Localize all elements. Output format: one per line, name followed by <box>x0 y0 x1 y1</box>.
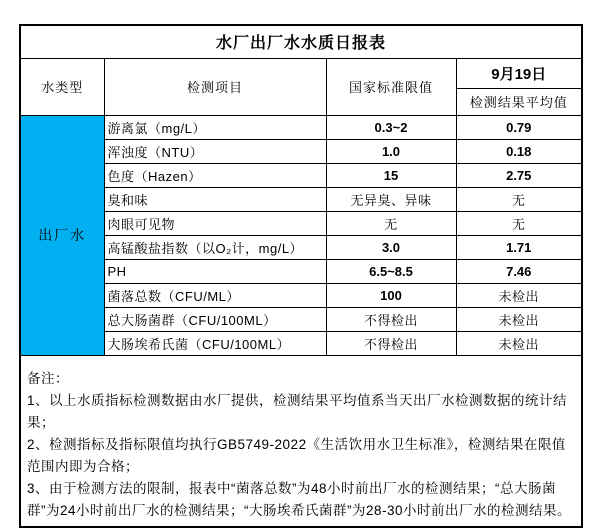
limit-cell: 不得检出 <box>326 331 456 355</box>
table-row <box>20 139 582 163</box>
limit-cell: 100 <box>326 283 456 307</box>
result-cell: 未检出 <box>456 331 582 355</box>
table-row <box>20 259 582 283</box>
result-cell: 未检出 <box>456 283 582 307</box>
item-cell: 高锰酸盐指数（以O₂计，mg/L） <box>104 235 326 259</box>
result-cell: 1.71 <box>456 235 582 259</box>
result-cell: 无 <box>456 211 582 235</box>
limit-cell: 无异臭、异味 <box>326 187 456 211</box>
col-header-date: 9月19日 <box>456 58 582 88</box>
result-cell: 无 <box>456 187 582 211</box>
item-cell: 色度（Hazen） <box>104 163 326 187</box>
item-cell: 肉眼可见物 <box>104 211 326 235</box>
notes-cell <box>20 355 582 527</box>
limit-cell: 15 <box>326 163 456 187</box>
item-cell: 臭和味 <box>104 187 326 211</box>
limit-cell: 无 <box>326 211 456 235</box>
item-cell: 浑浊度（NTU） <box>104 139 326 163</box>
limit-cell: 6.5~8.5 <box>326 259 456 283</box>
limit-cell: 1.0 <box>326 139 456 163</box>
table-row <box>20 235 582 259</box>
table-row <box>20 331 582 355</box>
result-cell: 0.79 <box>456 115 582 139</box>
note-line-1: 1、以上水质指标检测数据由水厂提供，检测结果平均值系当天出厂水检测数据的统计结果； <box>27 392 568 430</box>
result-cell: 2.75 <box>456 163 582 187</box>
item-cell: 大肠埃希氏菌（CFU/100ML） <box>104 331 326 355</box>
item-cell: 游离氯（mg/L） <box>104 115 326 139</box>
report-title: 水厂出厂水水质日报表 <box>20 25 582 58</box>
notes-row <box>20 355 582 527</box>
table-row <box>20 115 582 139</box>
note-line-2: 2、检测指标及指标限值均执行GB5749-2022《生活饮用水卫生标准》，检测结果在限值范围内即为合格； <box>27 436 566 474</box>
header-row <box>20 58 582 88</box>
col-header-water-type: 水类型 <box>20 58 104 115</box>
item-cell: 菌落总数（CFU/ML） <box>104 283 326 307</box>
limit-cell: 不得检出 <box>326 307 456 331</box>
table-row <box>20 187 582 211</box>
limit-cell: 3.0 <box>326 235 456 259</box>
notes-label: 备注： <box>27 370 69 386</box>
table-row <box>20 283 582 307</box>
limit-cell: 0.3~2 <box>326 115 456 139</box>
col-header-standard-limit: 国家标准限值 <box>326 58 456 115</box>
note-line-3: 3、由于检测方法的限制，报表中“菌落总数”为48小时前出厂水的检测结果；“总大肠菌群”为24小时前出厂水的检测结果；“大肠埃希氏菌群”为28-30小时前出厂水的检测结果。 <box>27 480 572 518</box>
result-cell: 7.46 <box>456 259 582 283</box>
table-row <box>20 307 582 331</box>
item-cell: 总大肠菌群（CFU/100ML） <box>104 307 326 331</box>
col-header-test-item: 检测项目 <box>104 58 326 115</box>
result-cell: 0.18 <box>456 139 582 163</box>
result-cell: 未检出 <box>456 307 582 331</box>
item-cell: PH <box>104 259 326 283</box>
title-row <box>20 25 582 58</box>
col-header-result-avg: 检测结果平均值 <box>456 88 582 115</box>
table-row <box>20 211 582 235</box>
table-row <box>20 163 582 187</box>
water-quality-report-table <box>19 24 583 528</box>
water-type-cell: 出厂水 <box>20 115 104 355</box>
